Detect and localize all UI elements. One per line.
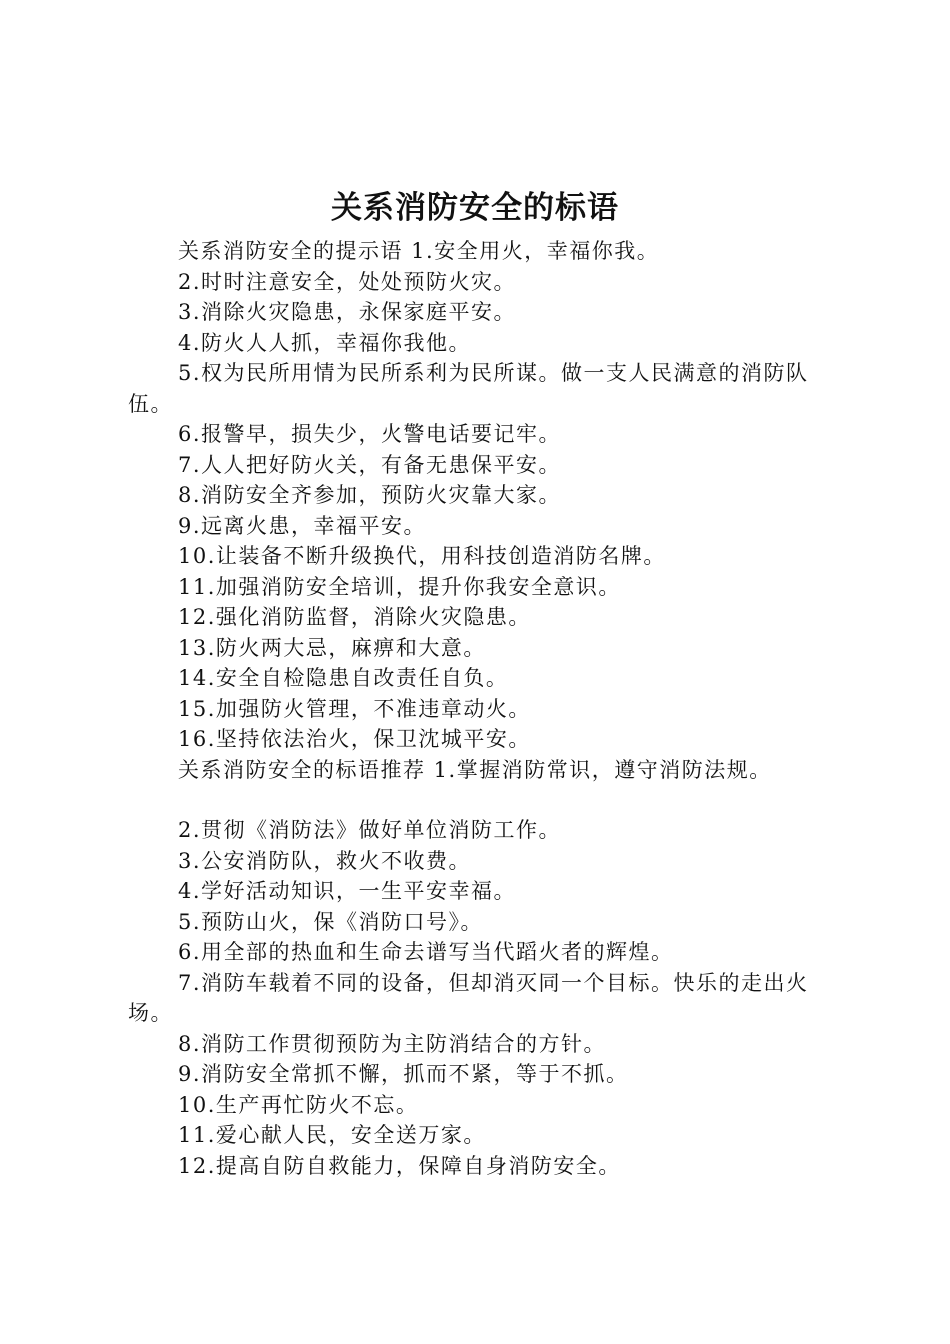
slogan-line: 10.生产再忙防火不忘。 xyxy=(178,1092,419,1117)
slogan-line: 12.提高自防自救能力，保障自身消防安全。 xyxy=(178,1153,621,1178)
slogan-line: 13.防火两大忌，麻痹和大意。 xyxy=(178,635,486,660)
slogan-line: 6.用全部的热血和生命去谱写当代蹈火者的辉煌。 xyxy=(178,940,674,964)
slogan-line: 4.防火人人抓，幸福你我他。 xyxy=(178,330,472,355)
slogan-line: 16.坚持依法治火，保卫沈城平安。 xyxy=(178,727,531,751)
slogan-line: 9.远离火患，幸福平安。 xyxy=(178,513,427,538)
slogan-line: 8.消防安全齐参加，预防火灾靠大家。 xyxy=(178,483,562,507)
slogan-line: 11.爱心献人民，安全送万家。 xyxy=(178,1123,486,1147)
slogan-line: 6.报警早，损失少，火警电话要记牢。 xyxy=(178,422,562,446)
slogan-line: 11.加强消防安全培训，提升你我安全意识。 xyxy=(178,574,621,599)
slogan-line: 9.消防安全常抓不懈，抓而不紧，等于不抓。 xyxy=(178,1062,629,1086)
section-heading-line: 关系消防安全的标语推荐 1.掌握消防常识，遵守消防法规。 xyxy=(178,757,772,782)
slogan-line: 2.贯彻《消防法》做好单位消防工作。 xyxy=(178,818,562,842)
slogan-line: 5.权为民所用情为民所系利为民所谋。做一支人民满意的消防队伍。 xyxy=(128,361,809,416)
slogan-line: 14.安全自检隐患自改责任自负。 xyxy=(178,666,509,690)
slogan-line: 3.消除火灾隐患，永保家庭平安。 xyxy=(178,300,517,324)
slogan-line: 15.加强防火管理，不准违章动火。 xyxy=(178,696,531,721)
slogan-line: 5.预防山火，保《消防口号》。 xyxy=(178,909,484,934)
paragraph-gap xyxy=(128,785,838,815)
slogan-line: 2.时时注意安全，处处预防火灾。 xyxy=(178,269,517,294)
slogan-line: 关系消防安全的提示语 1.安全用火，幸福你我。 xyxy=(178,239,660,263)
slogan-line: 4.学好活动知识，一生平安幸福。 xyxy=(178,879,517,903)
document-body xyxy=(128,236,838,1181)
document-title: 关系消防安全的标语 xyxy=(331,190,619,226)
slogan-line: 7.消防车载着不同的设备，但却消灭同一个目标。快乐的走出火场。 xyxy=(128,970,809,1025)
slogan-line: 10.让装备不断升级换代，用科技创造消防名牌。 xyxy=(178,544,666,568)
slogan-line: 8.消防工作贯彻预防为主防消结合的方针。 xyxy=(178,1031,607,1056)
slogan-line: 7.人人把好防火关，有备无患保平安。 xyxy=(178,452,562,477)
slogan-line: 12.强化消防监督，消除火灾隐患。 xyxy=(178,605,531,629)
slogan-line: 3.公安消防队，救火不收费。 xyxy=(178,848,472,873)
